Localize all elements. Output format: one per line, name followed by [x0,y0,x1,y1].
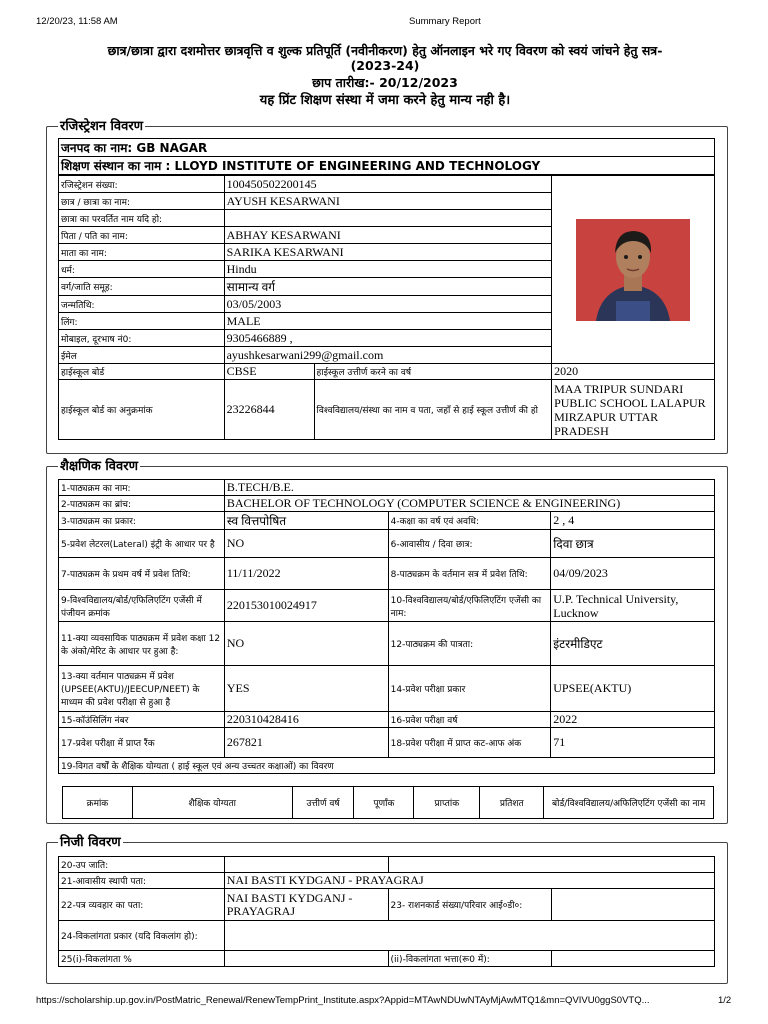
print-date: छाप तारीख:- 20/12/2023 [312,75,458,90]
exam-year: 2022 [551,712,715,728]
exam-type: UPSEE(AKTU) [551,666,715,712]
qual-header-obtained: प्राप्तांक [414,787,480,819]
course-eligibility: इंटरमीडिएट [551,622,715,666]
reg-label-5: धर्म: [59,261,225,278]
disability-allowance [552,951,715,967]
gender: MALE [224,313,551,330]
disability-type [224,921,714,951]
hs-board: CBSE [224,364,314,380]
reg-label-7: जन्मतिथि: [59,296,225,313]
hs-year: 2020 [552,364,715,380]
permanent-address: NAI BASTI KYDGANJ - PRAYAGRAJ [224,873,714,889]
mother-name: SARIKA KESARWANI [224,244,551,261]
date-of-birth: 03/05/2003 [224,296,551,313]
permanent-address-label: 21-आवासीय स्थापी पता: [59,873,225,889]
report-title-line1: छात्र/छात्रा द्वारा दशमोत्तर छात्रवृत्ति व शुल्क प्रतिपूर्ति (नवीनीकरण) हेतु ऑनलाइन भरे गए विवरण को स्वयं जांचने हेतु सत्र- [107,43,663,58]
ration-card [552,889,715,921]
personal-legend: निजी विवरण [58,832,123,850]
hs-roll-label: हाईस्कूल बोर्ड का अनुक्रमांक [59,380,225,440]
district-value: GB NAGAR [136,141,208,155]
first-admission-date: 11/11/2022 [224,558,388,590]
qual-header-percent: प्रतिशत [480,787,544,819]
print-page-title: Summary Report [409,16,481,27]
qualification-table [62,786,714,819]
entrance-rank: 267821 [224,728,388,758]
disability-allowance-label: (ii)-विकलांगता भत्ता(रू0 में): [388,951,552,967]
lateral-entry-label: 5-प्रवेश लेटरल(Lateral) इंट्री के आधार पर है [59,530,225,558]
religion: Hindu [224,261,551,278]
reg-label-3: पिता / पति का नाम: [59,227,225,244]
qual-header-qualification: शैक्षिक योग्यता [132,787,292,819]
reg-label-0: रजिस्ट्रेशन संख्या: [59,176,225,193]
current-admission-label: 8-पाठ्यक्रम के वर्तमान सत्र में प्रवेश तिथि: [388,558,551,590]
course-branch: BACHELOR OF TECHNOLOGY (COMPUTER SCIENCE & ENGINEERING) [224,496,714,512]
subcaste-label: 20-उप जाति: [59,857,225,873]
reg-label-9: मोबाइल, दूरभाष नं0: [59,330,225,347]
correspondence-address: NAI BASTI KYDGANJ - PRAYAGRAJ [224,889,388,921]
student-photo [576,219,690,321]
entrance-admission: YES [224,666,388,712]
qual-header-year: उत्तीर्ण वर्ष [292,787,354,819]
university-reg-number: 220153010024917 [224,590,388,622]
first-admission-label: 7-पाठ्यक्रम के प्रथम वर्ष में प्रवेश तिथि: [59,558,225,590]
hs-school-label: विश्वविद्यालय/संस्था का नाम व पता, जहाँ से हाई स्कूल उत्तीर्ण की हो [314,380,552,440]
disability-percent-label: 25(i)-विकलांगता % [59,951,225,967]
reg-label-8: लिंग: [59,313,225,330]
mobile-number: 9305466889 , [224,330,551,347]
reg-label-1: छात्र / छात्रा का नाम: [59,193,225,210]
hs-roll-number: 23226844 [224,380,314,440]
class-year: 2 , 4 [551,512,715,530]
print-datetime: 12/20/23, 11:58 AM [36,16,118,27]
counselling-label: 15-कॉउंसिलिंग नंबर [59,712,225,728]
class-year-label: 4-कक्षा का वर्ष एवं अवधि: [388,512,551,530]
disability-percent [224,951,388,967]
rank-label: 17-प्रवेश परीक्षा में प्राप्त रैंक [59,728,225,758]
hs-board-label: हाईस्कूल बोर्ड [59,364,225,380]
university-reg-label: 9-विश्वविद्यालय/बोर्ड/एफिलिएटिंग एजेंसी में पंजीयन क्रमांक [59,590,225,622]
registration-table [58,175,715,440]
district-cell: जनपद का नाम: GB NAGAR [59,139,715,157]
qual-header-board: बोर्ड/विश्वविद्यालय/अफिलिएटिंग एजेंसी का नाम [544,787,714,819]
residential-status: दिवा छात्र [551,530,715,558]
eligibility-label: 12-पाठ्यक्रम की पात्रता: [388,622,551,666]
exam-type-label: 14-प्रवेश परीक्षा प्रकार [388,666,551,712]
ration-card-label: 23- राशनकार्ड संख्या/परिवार आई०डी०: [388,889,552,921]
cutoff-marks: 71 [551,728,715,758]
academic-table [58,479,715,774]
residential-label: 6-आवासीय / दिवा छात्र: [388,530,551,558]
qual-header-serial: क्रमांक [63,787,133,819]
qual-header-max-marks: पूर्णांक [354,787,414,819]
correspondence-address-label: 22-पत्र व्यवहार का पता: [59,889,225,921]
father-name: ABHAY KESARWANI [224,227,551,244]
reg-label-2: छात्रा का परवर्तित नाम यदि हो: [59,210,225,227]
hs-year-label: हाईस्कूल उत्तीर्ण करने का वर्ष [314,364,552,380]
registration-legend: रजिस्ट्रेशन विवरण [58,116,145,134]
entrance-admission-label: 13-क्या वर्तमान पाठ्यक्रम में प्रवेश (UPSEE(AKTU)/JEECUP/NEET) के माध्यम की प्रवेश परीक्षा से हुआ है [59,666,225,712]
registration-number: 100450502200145 [224,176,551,193]
merit-admission: NO [224,622,388,666]
caste-category: सामान्य वर्ग [224,278,551,296]
hs-school-name: MAA TRIPUR SUNDARI PUBLIC SCHOOL LALAPUR MIRZAPUR UTTAR PRADESH [552,380,715,440]
exam-year-label: 16-प्रवेश परीक्षा वर्ष [388,712,551,728]
current-admission-date: 04/09/2023 [551,558,715,590]
personal-table [58,856,715,967]
disability-type-label: 24-विकलांगता प्रकार (यदि विकलांग हो): [59,921,225,951]
course-name: B.TECH/B.E. [224,480,714,496]
report-title-session: (2023-24) [350,58,420,73]
print-page-number: 1/2 [718,995,732,1006]
cutoff-label: 18-प्रवेश परीक्षा में प्राप्त कट-आफ अंक [388,728,551,758]
reg-label-6: वर्ग/जाति समूह: [59,278,225,296]
print-validity-note: यह प्रिंट शिक्षण संस्था में जमा करने हेतु मान्य नही है। [259,93,511,108]
merit-admission-label: 11-क्या व्यवसायिक पाठ्यक्रम में प्रवेश कक्षा 12 के अंको/मेरिट के आधार पर हुआ है: [59,622,225,666]
university-name-label: 10-विश्वविद्यालय/बोर्ड/एफिलिएटिंग एजेंसी का नाम: [388,590,551,622]
student-photo-cell [552,176,715,364]
counselling-number: 220310428416 [224,712,388,728]
reg-label-10: ईमेल [59,347,225,364]
reg-label-4: माता का नाम: [59,244,225,261]
registration-header-table [58,138,715,175]
university-name: U.P. Technical University, Lucknow [551,590,715,622]
institution-value: LLOYD INSTITUTE OF ENGINEERING AND TECHNOLOGY [174,159,541,173]
student-name: AYUSH KESARWANI [224,193,551,210]
qualification-title: 19-विगत वर्षों के शैक्षिक योग्यता ( हाई स्कूल एवं अन्य उच्चतर कक्षाओं) का विवरण [59,758,715,774]
subcaste [224,857,388,873]
changed-name [224,210,551,227]
course-label: 1-पाठ्यक्रम का नाम: [59,480,225,496]
branch-label: 2-पाठ्यक्रम का ब्रांच: [59,496,225,512]
lateral-entry: NO [224,530,388,558]
print-url: https://scholarship.up.gov.in/PostMatric_Renewal/RenewTempPrint_Institute.aspx?Appid=MTAwNDUwNTAyMjAwMTQ1&mn=QVIVU0ggS0VTQ... [36,995,650,1006]
course-type-label: 3-पाठ्यक्रम का प्रकार: [59,512,225,530]
academic-legend: शैक्षणिक विवरण [58,456,140,474]
institution-cell: शिक्षण संस्थान का नाम : LLOYD INSTITUTE OF ENGINEERING AND TECHNOLOGY [59,157,715,175]
course-type: स्व वित्तपोषित [224,512,388,530]
email: ayushkesarwani299@gmail.com [224,347,551,364]
